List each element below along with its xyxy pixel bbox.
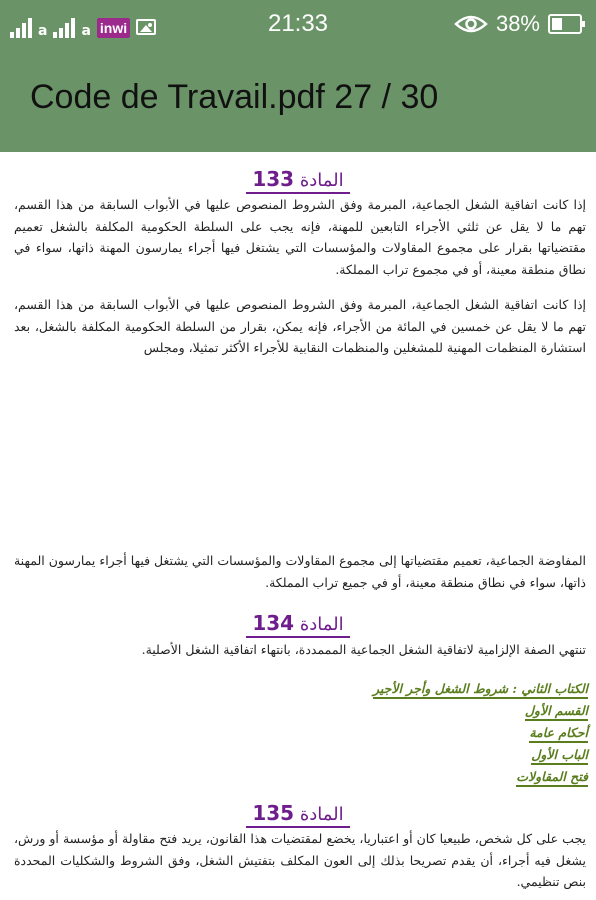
chapter-heading: الباب الأول — [531, 747, 588, 765]
article-heading-133 — [0, 168, 596, 194]
status-bar — [0, 0, 596, 48]
clock: 21:33 — [267, 10, 329, 37]
eye-icon — [454, 14, 488, 34]
article-number: 134 — [252, 611, 295, 635]
article-heading-134 — [0, 612, 596, 638]
battery-icon — [548, 14, 582, 34]
article-135-paragraph-1: يجب على كل شخص، طبيعيا كان أو اعتباريا، يخضع لمقتضيات هذا القانون، يريد فتح مقاولة أو مؤسسة أو ورش، يشغل فيه أجراء، أن يقدم تصريحا بذلك إلى العون المكلف بتفتيش الشغل، وفق الشروط والشكليات المحددة بنص تنظيمي. — [14, 831, 586, 889]
book-headings — [373, 678, 588, 788]
battery-percentage: 38% — [495, 11, 540, 36]
article-133-paragraph-1: إذا كانت اتفاقية الشغل الجماعية، المبرمة وفق الشروط المنصوص عليها في الأبواب السابقة من هذا القسم، تهم ما لا يقل عن ثلثي الأجراء التابعين للمهنة، فإنه يجب على السلطة الحكومية المكلفة بالشغل تعميم مقتضياتها بقرار على مجموع المقاولات والمؤسسات التي يشتغل فيها أجراء يمارسون المهنة ذاتها، سواء في نطاق منطقة معينة، أو في مجموع تراب المملكة. — [14, 197, 586, 277]
article-word: المادة — [299, 170, 344, 191]
article-133-paragraph-2: إذا كانت اتفاقية الشغل الجماعية، المبرمة وفق الشروط المنصوص عليها في الأبواب السابقة من هذا القسم، تهم ما لا يقل عن خمسين في المائة من الأجراء، فإنه يمكن، بقرار من السلطة الحكومية المكلفة بالشغل، بعد استشارة المنظمات المهنية للمشغلين والمنظمات النقابية للأجراء الأكثر تمثيلا، ومجلس — [14, 297, 586, 355]
article-number: 133 — [252, 167, 295, 191]
article-133-paragraph-3: المفاوضة الجماعية، تعميم مقتضياتها إلى مجموع المقاولات والمؤسسات التي يشتغل فيها أجراء يمارسون المهنة ذاتها، سواء في نطاق منطقة معينة، أو في جميع تراب المملكة. — [13, 553, 586, 590]
article-word: المادة — [299, 804, 344, 825]
general-provisions-heading: أحكام عامة — [529, 725, 588, 743]
section-heading: القسم الأول — [525, 703, 588, 721]
carrier-logo: inwi — [97, 18, 130, 38]
article-number: 135 — [252, 801, 295, 825]
app-bar — [0, 48, 596, 152]
pdf-page[interactable] — [0, 152, 596, 900]
article-heading-135 — [0, 802, 596, 828]
article-134-paragraph-1: تنتهي الصفة الإلزامية لاتفاقية الشغل الجماعية المممددة، بانتهاء اتفاقية الشغل الأصلية. — [141, 642, 586, 657]
status-icons-right — [454, 9, 582, 39]
opening-enterprises-heading: فتح المقاولات — [516, 769, 588, 787]
sim-indicator-2: a — [81, 23, 91, 39]
book-heading: الكتاب الثاني : شروط الشغل وأجر الأجير — [373, 681, 588, 699]
article-word: المادة — [299, 614, 344, 635]
sim-indicator: a — [38, 23, 48, 39]
document-title: Code de Travail.pdf 27 / 30 — [30, 78, 439, 116]
